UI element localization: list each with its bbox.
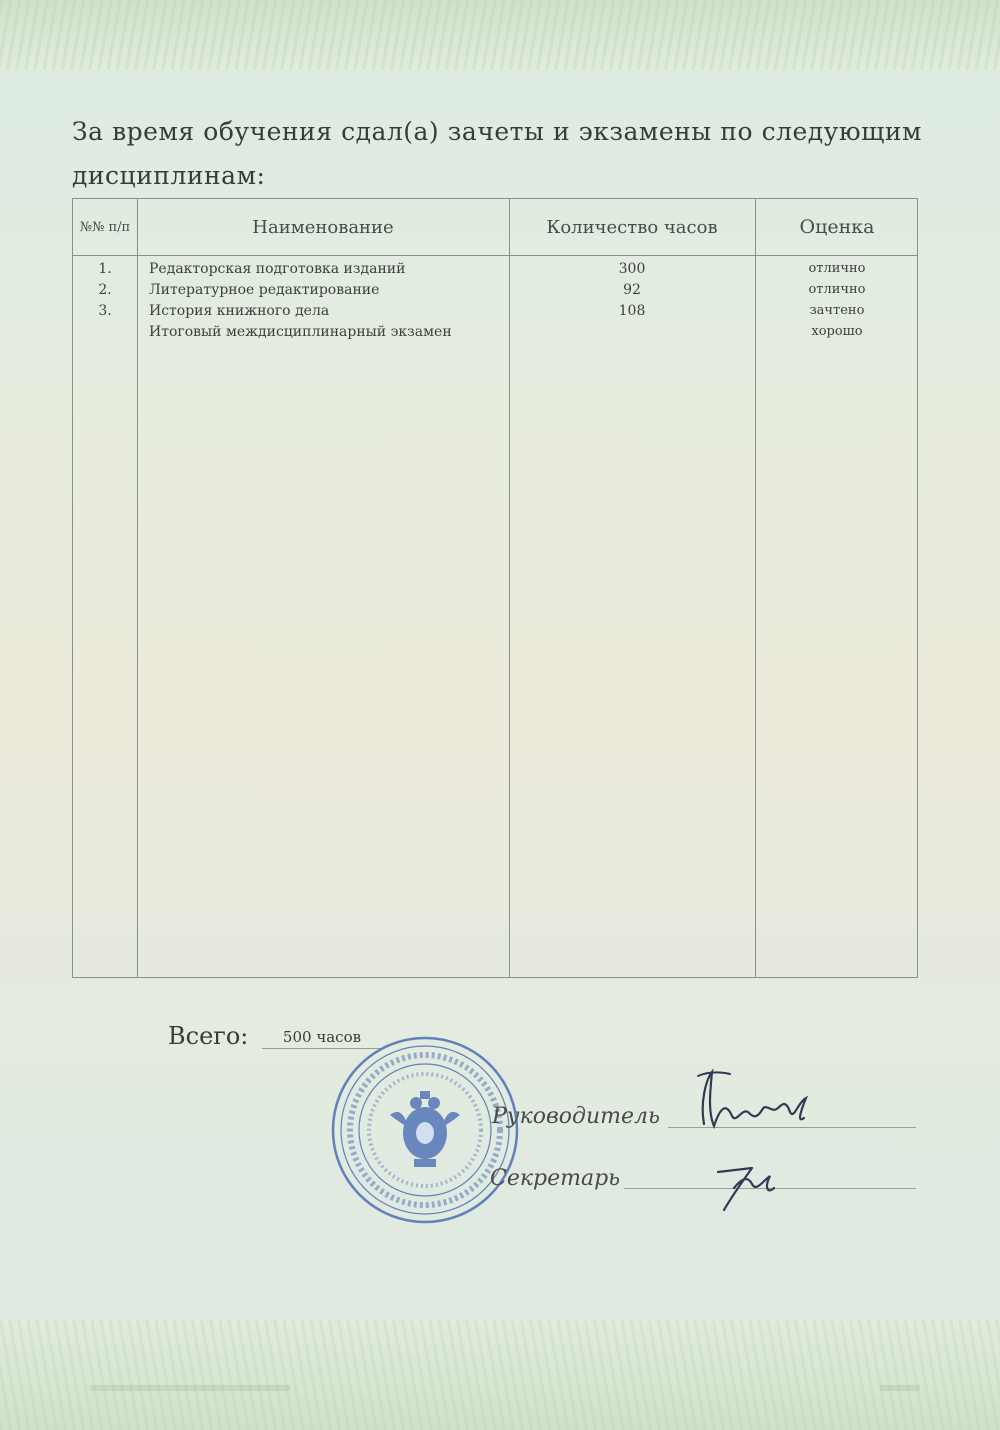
header-name: Наименование [252, 216, 394, 238]
row-hours: 300 [618, 261, 646, 277]
page-heading [72, 110, 922, 198]
row-discipline: Литературное редактирование [149, 282, 380, 298]
total-label: Всего: [168, 1022, 249, 1050]
row-grade: зачтено [809, 303, 865, 318]
row-number: 1. [98, 261, 112, 277]
row-discipline: Редакторская подготовка изданий [149, 261, 406, 277]
grades-table [72, 198, 918, 978]
row-grade: отлично [808, 282, 866, 297]
head-signature-label: Руководитель [492, 1104, 660, 1129]
row-number: 3. [98, 303, 112, 319]
row-discipline: Итоговый междисциплинарный экзамен [149, 324, 452, 340]
heading-line-2: дисциплинам: [72, 161, 266, 190]
table-header-divider [73, 255, 917, 256]
heading-line-1: За время обучения сдал(а) зачеты и экзамены по следующим [72, 117, 922, 146]
table-row [73, 324, 917, 345]
table-row [73, 303, 917, 324]
header-number: №№ п/п [79, 219, 131, 235]
guilloche-border-bottom [0, 1320, 1000, 1430]
table-row [73, 261, 917, 282]
secretary-signature-label: Секретарь [490, 1166, 621, 1191]
row-discipline: История книжного дела [149, 303, 330, 319]
row-hours: 108 [618, 303, 646, 319]
table-body [73, 261, 917, 345]
row-hours: 92 [623, 282, 641, 298]
guilloche-border-top [0, 0, 1000, 70]
row-grade: хорошо [811, 324, 863, 339]
header-hours: Количество часов [546, 216, 718, 238]
table-row [73, 282, 917, 303]
row-grade: отлично [808, 261, 866, 276]
header-grade: Оценка [799, 216, 875, 238]
head-signature-mark [690, 1062, 820, 1142]
printer-footer-note [90, 1385, 290, 1391]
form-code-note [880, 1385, 920, 1391]
official-seal-stamp [330, 1035, 520, 1225]
secretary-signature-mark [712, 1148, 782, 1218]
row-number: 2. [98, 282, 112, 298]
total-hours-value: 500 часов [262, 1028, 382, 1049]
